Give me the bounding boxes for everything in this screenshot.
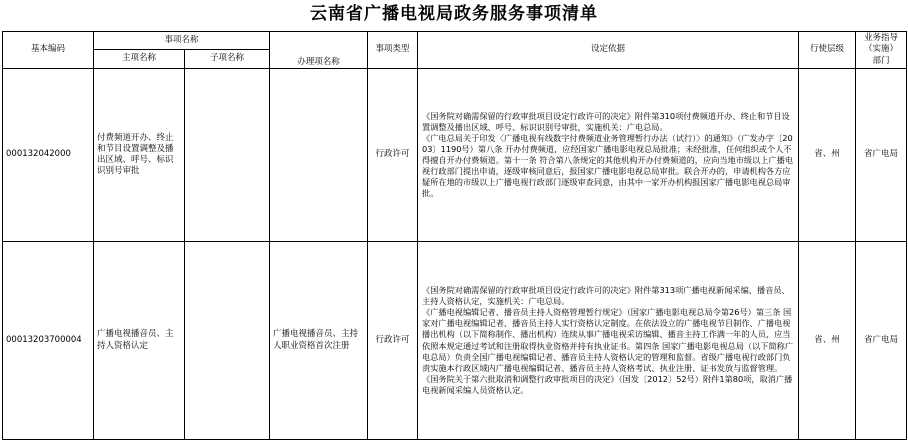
table-row <box>3 242 907 440</box>
cell-sub-item <box>185 242 270 440</box>
header-handle-item-label: 办理项名称 <box>297 56 340 67</box>
header-item-name: 事项名称 <box>94 32 270 50</box>
header-level: 行使层级 <box>799 32 856 69</box>
cell-dept: 省广电局 <box>856 242 907 440</box>
cell-code: 00013203700004 <box>3 242 94 440</box>
cell-handle-item <box>270 69 368 242</box>
table-row <box>3 69 907 242</box>
cell-sub-item <box>185 69 270 242</box>
cell-main-item: 付费频道开办、终止和节目设置调整及播出区域、呼号、标识识别号审批 <box>94 69 185 242</box>
header-sub-item: 子项名称 <box>185 50 270 69</box>
header-item-type: 事项类型 <box>368 32 418 69</box>
header-basis: 设定依据 <box>418 32 799 69</box>
header-main-item: 主项名称 <box>94 50 185 69</box>
header-basic-code: 基本编码 <box>3 32 94 69</box>
cell-handle-item: 广播电视播音员、主持人职业资格首次注册 <box>270 242 368 440</box>
cell-item-type: 行政许可 <box>368 69 418 242</box>
cell-basis: 《国务院对确需保留的行政审批项目设定行政许可的决定》附件第310项付费频道开办、终止和节目设置调整及播出区域、呼号、标识识别号审批，实施机关：广电总局。 《广电总局关于印发〈广播电视有线数字付费频道业务管理暂行办法（试行）〉的通知》（广发办字〔2003〕1190号）第八条 开办付费频道，应经国家广播电影电视总局批准；未经批准，任何组织或个人不得擅自开办付费频道。第十一条 符合第八条规定的其他机构开办付费频道的，应向当地市级以上广播电视行政部门提出申请，逐级审核同意后，报国家广播电影电视总局审批。联合开办的，申请机构各方应疑所在地的市级以上广播电视行政部门逐级审查同意，由其中一家开办机构报国家广播电影电视总局审批。 <box>418 69 799 242</box>
cell-dept: 省广电局 <box>856 69 907 242</box>
cell-code: 000132042000 <box>3 69 94 242</box>
header-guide-dept: 业务指导 （实施） 部门 <box>856 32 907 69</box>
cell-level: 省、州 <box>799 242 856 440</box>
cell-main-item: 广播电视播音员、主持人资格认定 <box>94 242 185 440</box>
cell-level: 省、州 <box>799 69 856 242</box>
header-handle-item <box>270 32 368 69</box>
service-items-table <box>2 31 907 440</box>
cell-item-type: 行政许可 <box>368 242 418 440</box>
cell-basis: 《国务院对确需保留的行政审批项目设定行政许可的决定》附件第313项广播电视新闻采编、播音员、主持人资格认定，实施机关：广电总局。 《广播电视编辑记者、播音员主持人资格管理暂行规定》（国家广播电影电视总局令第26号）第三条 国家对广播电视编辑记者、播音员主持人实行资格认定制度。在依法设立的广播电视节目制作、广播电视播出机构（以下简称制作、播出机构）连续从事广播电视采访编辑、播音主持工作满一年的人员，应当依照本规定通过考试和注册取得执业资格并持有执业证书。第四条 国家广播电影电视总局（以下简称广电总局）负责全国广播电视编辑记者、播音员主持人资格认定的管理和监督。省级广播电视行政部门负责实施本行政区域内广播电视编辑记者、播音员主持人资格考试、执业注册、证书发放与监督管理。 《国务院关于第六批取消和调整行政审批项目的决定》（国发〔2012〕52号）附件1第80项，取消广播电视新闻采编人员资格认定。 <box>418 242 799 440</box>
page-title: 云南省广播电视局政务服务事项清单 <box>310 4 598 24</box>
